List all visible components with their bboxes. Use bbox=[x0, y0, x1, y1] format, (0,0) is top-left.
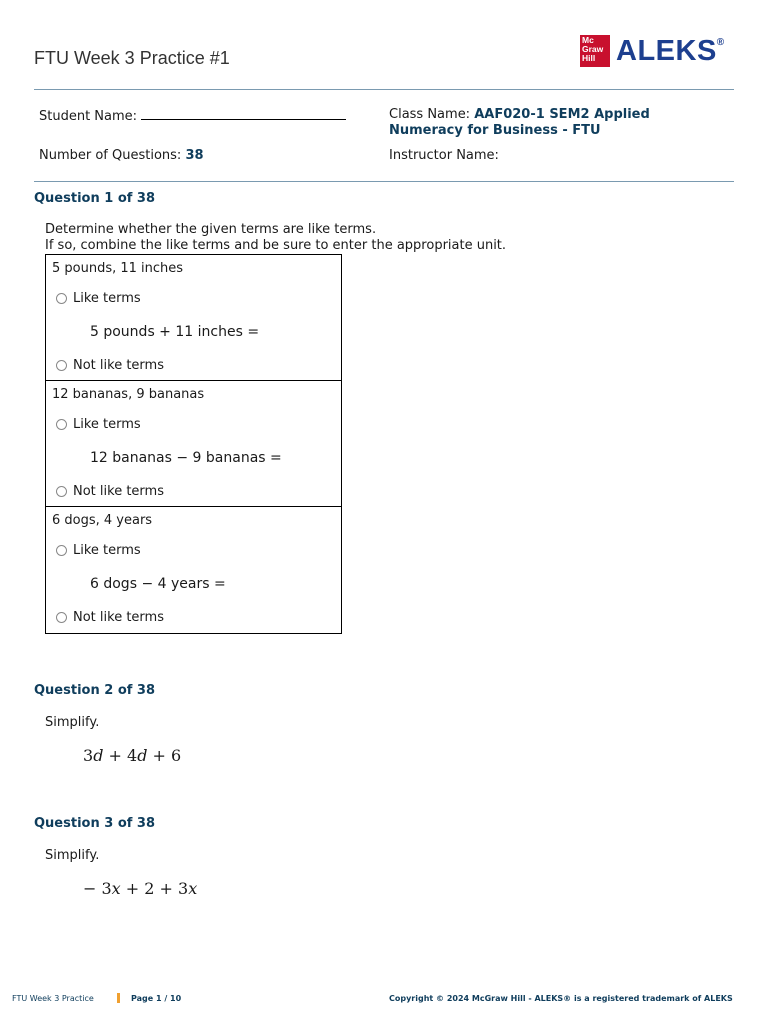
class-name: Class Name: AAF020-1 SEM2 Applied Numeracy for Business - FTU bbox=[389, 107, 650, 138]
part-title: 12 bananas, 9 bananas bbox=[52, 387, 205, 402]
part-title: 6 dogs, 4 years bbox=[52, 513, 153, 528]
radio-button[interactable] bbox=[56, 293, 67, 304]
like-terms-option[interactable]: Like terms bbox=[56, 291, 141, 306]
aleks-wordmark: ALEKS® bbox=[616, 34, 725, 67]
question-1-part bbox=[46, 381, 341, 507]
footer-separator bbox=[117, 993, 120, 1003]
number-of-questions: Number of Questions: 38 bbox=[39, 148, 204, 163]
question-2-expression: 3d + 4d + 6 bbox=[83, 746, 182, 765]
like-terms-option[interactable]: Like terms bbox=[56, 543, 141, 558]
combine-expression: 12 bananas − 9 bananas = bbox=[90, 450, 282, 466]
mcgraw-hill-logo: Mc Graw Hill bbox=[580, 35, 610, 67]
student-name-line bbox=[141, 107, 346, 120]
question-3-heading: Question 3 of 38 bbox=[34, 816, 156, 831]
question-1-table bbox=[45, 254, 342, 634]
radio-button[interactable] bbox=[56, 545, 67, 556]
footer-doc-title: FTU Week 3 Practice bbox=[12, 994, 94, 1003]
student-name-field: Student Name: bbox=[39, 107, 346, 124]
like-terms-option[interactable]: Like terms bbox=[56, 417, 141, 432]
radio-button[interactable] bbox=[56, 612, 67, 623]
question-2-prompt: Simplify. bbox=[45, 715, 100, 730]
info-divider bbox=[34, 181, 734, 182]
question-2-heading: Question 2 of 38 bbox=[34, 683, 156, 698]
question-1-part bbox=[46, 507, 341, 633]
radio-button[interactable] bbox=[56, 360, 67, 371]
combine-expression: 5 pounds + 11 inches = bbox=[90, 324, 260, 340]
not-like-terms-option[interactable]: Not like terms bbox=[56, 484, 164, 499]
footer-copyright: Copyright © 2024 McGraw Hill - ALEKS® is a registered trademark of ALEKS bbox=[389, 994, 733, 1003]
question-1-part bbox=[46, 255, 341, 381]
radio-button[interactable] bbox=[56, 419, 67, 430]
not-like-terms-option[interactable]: Not like terms bbox=[56, 358, 164, 373]
part-title: 5 pounds, 11 inches bbox=[52, 261, 184, 276]
instructor-name: Instructor Name: bbox=[389, 148, 499, 163]
footer-page-number: Page 1 / 10 bbox=[131, 994, 182, 1003]
radio-button[interactable] bbox=[56, 486, 67, 497]
question-3-expression: − 3x + 2 + 3x bbox=[83, 879, 198, 898]
not-like-terms-option[interactable]: Not like terms bbox=[56, 610, 164, 625]
question-1-prompt: Determine whether the given terms are like terms. If so, combine the like terms and be sure to enter the appropriate unit. bbox=[45, 222, 507, 253]
question-3-prompt: Simplify. bbox=[45, 848, 100, 863]
page-title: FTU Week 3 Practice #1 bbox=[34, 48, 230, 68]
question-1-heading: Question 1 of 38 bbox=[34, 191, 156, 206]
aleks-logo bbox=[580, 34, 725, 68]
combine-expression: 6 dogs − 4 years = bbox=[90, 576, 226, 592]
header-divider bbox=[34, 89, 734, 90]
